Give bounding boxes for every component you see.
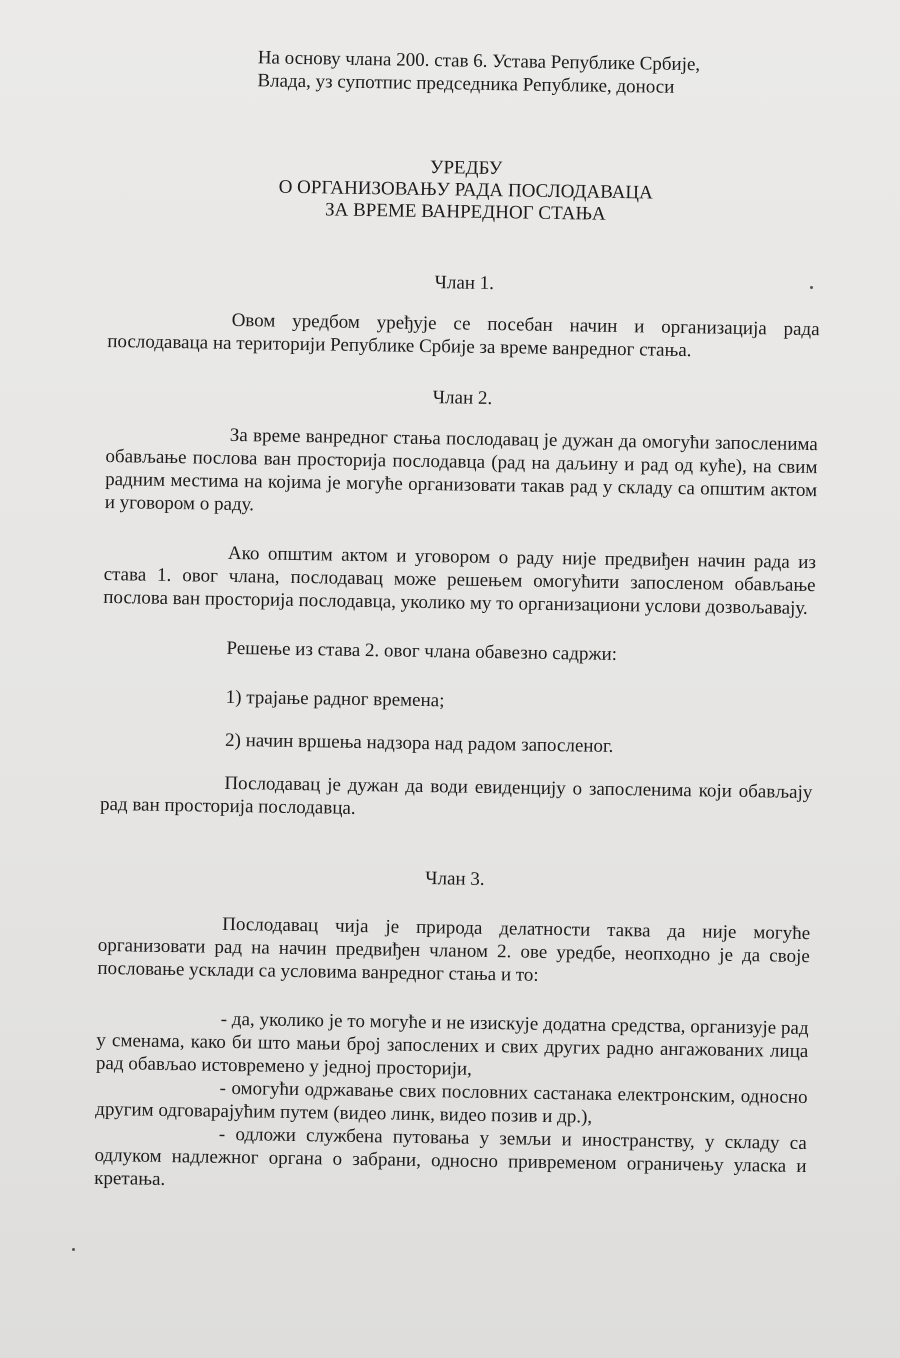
title-line-3: ЗА ВРЕМЕ ВАНРЕДНОГ СТАЊА [324,199,606,225]
paper-speck [72,1248,75,1251]
article-2-item-1: 1) трајање радног времена; [225,686,445,712]
article-3-heading: Члан 3. [425,868,485,890]
article-3-paragraph-1: Послодавац чија је природа делатности таква да није могуће организовати рад на начин предвиђен чланом 2. ове уредбе, неопходно је да своје пословање усклади са условима ванредног стања и то: [97,913,811,986]
preamble [111,44,824,101]
preamble-line-2: Влада, уз супотпис председника Републике, доноси [257,70,675,98]
article-3-bullet-1: - да, уколико је то могуће и не изискује додатна средства, организује рад у сменама, како би што мањи број запослених и свих других радно ангажованих лица рад обављао истовремено у једној просторији, [95,1008,809,1080]
article-2-heading: Члан 2. [432,387,493,410]
article-2-paragraph-4: Послодавац је дужан да води евиденцију о запосленима који обављају рад ван просторија послодавца. [99,772,813,819]
title-line-1: УРЕДБУ [429,157,503,180]
title-line-2: О ОРГАНИЗОВАЊУ РАДА ПОСЛОДАВАЦА [278,176,653,204]
article-1-heading: Члан 1. [434,272,495,295]
article-2-paragraph-2: Ако општим актом и уговором о раду није предвиђен начин рада из става 1. овог члана, послодавац може решењем омогућити запосленом обављање послова ван просторија послодавца, уколико му то организациони услови дозвољавају. [103,542,817,619]
article-3-bullet-2: - омогући одржавање свих пословних састанака електронским, односно другим одговарајућим путем (видео линк, видео позив и др.), [95,1077,808,1128]
article-3-bullet-3: - одложи службена путовања у земљи и иностранству, у складу са одлуком надлежног органа о забрани, односно привременом ограничењу уласка и кретања. [94,1123,807,1190]
article-2-paragraph-1: За време ванредног стања послодавац је дужан да омогући запосленима обављање послова ван просторија послодавца (рад на даљину и рад од куће), на свим радним местима на којима је могуће организовати такав рад у складу са општим актом и уговором о раду. [104,424,818,516]
preamble-line-1: На основу члана 200. став 6. Устава Републике Србије, [257,47,701,76]
article-2-item-2: 2) начин вршења надзора над радом запосленог. [224,729,614,757]
article-2-paragraph-3: Решење из става 2. овог члана обавезно садржи: [226,637,618,666]
decree-title [109,152,822,229]
decree-document [94,44,824,1201]
paper-speck [810,286,813,289]
article-1-paragraph: Овом уредбом уређује се посебан начин и организација рада послодаваца на територији Републике Србије за време ванредног стања. [107,309,820,362]
